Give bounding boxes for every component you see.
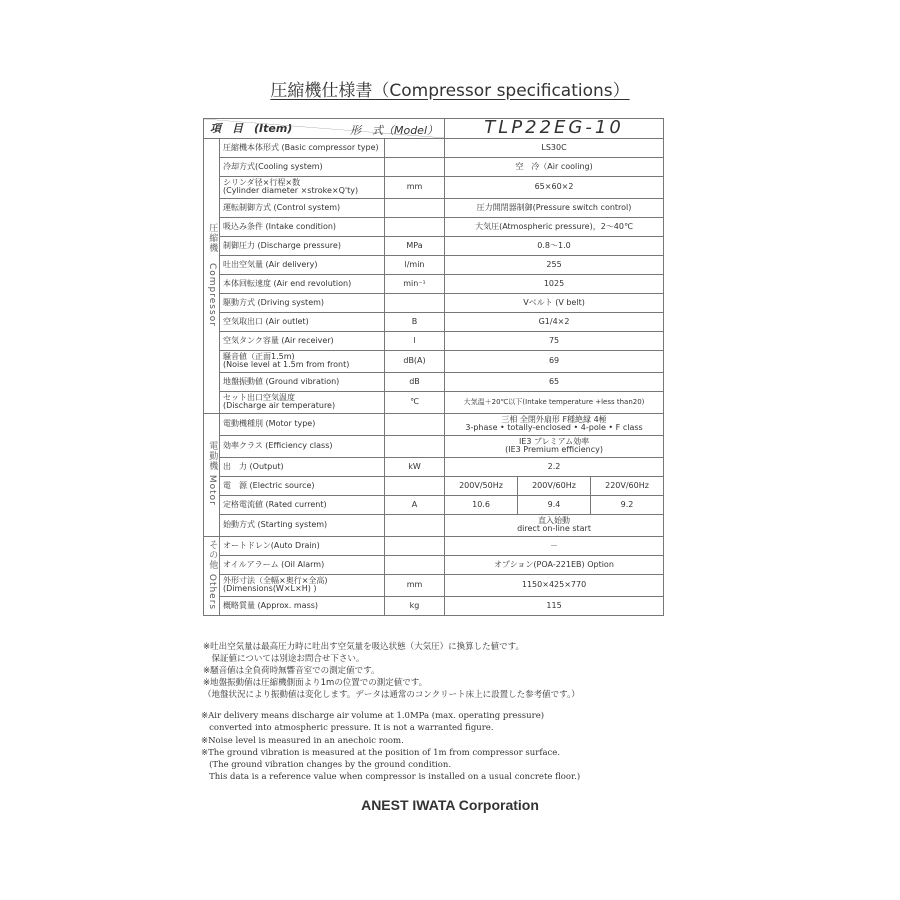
row-unit: dB(A)	[385, 350, 445, 372]
table-row	[204, 176, 664, 198]
row-value: 10.6	[445, 495, 518, 514]
row-value: G1/4×2	[445, 312, 664, 331]
table-row	[204, 413, 664, 435]
row-label: 外形寸法（全幅×奥行×全高) (Dimensions(W×L×H) )	[220, 574, 385, 596]
table-row	[204, 457, 664, 476]
row-value: 1025	[445, 274, 664, 293]
item-label: 項 目 (Item)	[210, 122, 293, 136]
row-unit: mm	[385, 176, 445, 198]
row-unit	[385, 536, 445, 555]
table-row	[204, 435, 664, 457]
group-others: その他 Others	[204, 536, 220, 615]
table-row	[204, 312, 664, 331]
note-line: ※Air delivery means discharge air volume at 1.0MPa (max. operating pressure)	[201, 711, 545, 721]
table-header-row	[204, 119, 664, 139]
row-unit: kg	[385, 596, 445, 615]
row-unit: mm	[385, 574, 445, 596]
row-value: 大気温＋20℃以下(Intake temperature +less than20)	[445, 391, 664, 413]
note-line: ※The ground vibration is measured at the position of 1m from compressor surface.	[201, 747, 561, 758]
row-value: －	[445, 536, 664, 555]
row-unit: A	[385, 495, 445, 514]
row-value: 9.4	[518, 495, 591, 514]
table-row	[204, 555, 664, 574]
row-label: 始動方式 (Starting system)	[220, 514, 385, 536]
row-value: 大気圧(Atmospheric pressure)，2～40℃	[445, 217, 664, 236]
note-line: converted into atmospheric pressure. It is not a warranted figure.	[201, 723, 494, 734]
row-label: セット出口空気温度 (Discharge air temperature)	[220, 391, 385, 413]
row-unit: B	[385, 312, 445, 331]
row-label: 定格電流値 (Rated current)	[220, 495, 385, 514]
table-row	[204, 495, 664, 514]
row-value: 三相 全閉外扇形 F種絶縁 4極 3-phase • totally-enclosed • 4-pole • F class	[445, 413, 664, 435]
group-motor: 電動機 Motor	[204, 413, 220, 536]
row-label: 効率クラス (Efficiency class)	[220, 435, 385, 457]
row-unit	[385, 198, 445, 217]
note-line: ※Noise level is measured in an anechoic room.	[201, 735, 404, 746]
row-value: LS30C	[445, 138, 664, 157]
row-label: 出 力 (Output)	[220, 457, 385, 476]
document-title: 圧縮機仕様書（Compressor specifications）	[270, 81, 630, 101]
row-label: 冷却方式(Cooling system)	[220, 157, 385, 176]
row-label: 空気取出口 (Air outlet)	[220, 312, 385, 331]
row-label: 地盤振動値 (Ground vibration)	[220, 372, 385, 391]
row-unit	[385, 157, 445, 176]
model-name: TLP22EG-10	[445, 119, 664, 139]
header-cell	[204, 119, 445, 139]
row-label: 吸込み条件 (Intake condition)	[220, 217, 385, 236]
row-value: 2.2	[445, 457, 664, 476]
row-value: 69	[445, 350, 664, 372]
row-value: 65	[445, 372, 664, 391]
model-label: 形 式（Model）	[349, 124, 439, 137]
row-unit: min⁻¹	[385, 274, 445, 293]
table-row	[204, 536, 664, 555]
notes-japanese	[203, 641, 580, 701]
row-label: 圧縮機本体形式 (Basic compressor type)	[220, 138, 385, 157]
row-unit	[385, 555, 445, 574]
row-value: 115	[445, 596, 664, 615]
row-unit: MPa	[385, 236, 445, 255]
table-row	[204, 255, 664, 274]
row-unit: l	[385, 331, 445, 350]
row-value: 空 冷（Air cooling)	[445, 157, 664, 176]
note-line: （地盤状況により振動値は変化します。データは通常のコンクリート床上に設置した参考値です。）	[203, 690, 580, 700]
row-value: IE3 プレミアム効率 (IE3 Premium efficiency)	[445, 435, 664, 457]
table-row	[204, 293, 664, 312]
row-unit	[385, 138, 445, 157]
row-label: 空気タンク容量 (Air receiver)	[220, 331, 385, 350]
notes-english	[201, 710, 580, 784]
row-value: Vベルト (V belt)	[445, 293, 664, 312]
row-label: 電動機種別 (Motor type)	[220, 413, 385, 435]
row-label: 概略質量 (Approx. mass)	[220, 596, 385, 615]
table-row	[204, 350, 664, 372]
row-label: 運転制御方式 (Control system)	[220, 198, 385, 217]
row-label: オートドレン(Auto Drain)	[220, 536, 385, 555]
row-value: 200V/50Hz	[445, 476, 518, 495]
row-unit: l/min	[385, 255, 445, 274]
table-row	[204, 157, 664, 176]
table-row	[204, 236, 664, 255]
row-value: 9.2	[591, 495, 664, 514]
row-unit	[385, 476, 445, 495]
table-row	[204, 574, 664, 596]
spec-table	[203, 118, 664, 616]
row-unit	[385, 217, 445, 236]
row-label: 本体回転速度 (Air end revolution)	[220, 274, 385, 293]
table-row	[204, 596, 664, 615]
row-value: 200V/60Hz	[518, 476, 591, 495]
row-value: 0.8～1.0	[445, 236, 664, 255]
row-unit	[385, 293, 445, 312]
row-value: 255	[445, 255, 664, 274]
row-value: 1150×425×770	[445, 574, 664, 596]
row-value: 220V/60Hz	[591, 476, 664, 495]
note-line: ※吐出空気量は最高圧力時に吐出す空気量を吸込状態（大気圧）に換算した値です。	[203, 642, 524, 652]
row-unit	[385, 413, 445, 435]
table-row	[204, 198, 664, 217]
row-label: 吐出空気量 (Air delivery)	[220, 255, 385, 274]
table-row	[204, 514, 664, 536]
row-value: 75	[445, 331, 664, 350]
table-row	[204, 217, 664, 236]
group-compressor: 圧縮機 Compressor	[204, 138, 220, 413]
row-value: 圧力開閉器制御(Pressure switch control)	[445, 198, 664, 217]
row-value: 65×60×2	[445, 176, 664, 198]
note-line: (The ground vibration changes by the ground condition.	[201, 760, 452, 771]
row-unit: dB	[385, 372, 445, 391]
row-unit: kW	[385, 457, 445, 476]
row-unit	[385, 435, 445, 457]
row-label: 駆動方式 (Driving system)	[220, 293, 385, 312]
table-row	[204, 476, 664, 495]
table-row	[204, 391, 664, 413]
note-line: ※地盤振動値は圧縮機側面より1mの位置での測定値です。	[203, 678, 428, 688]
row-unit: ℃	[385, 391, 445, 413]
row-label: 電 源 (Electric source)	[220, 476, 385, 495]
row-label: オイルアラーム (Oil Alarm)	[220, 555, 385, 574]
row-value: オプション(POA-221EB) Option	[445, 555, 664, 574]
row-value: 直入始動 direct on-line start	[445, 514, 664, 536]
table-row	[204, 274, 664, 293]
row-unit	[385, 514, 445, 536]
note-line: This data is a reference value when compressor is installed on a usual concrete floor.)	[201, 772, 581, 783]
table-row	[204, 331, 664, 350]
note-line: ※騒音値は全負荷時無響音室での測定値です。	[203, 666, 380, 676]
corporation-name: ANEST IWATA Corporation	[361, 797, 539, 813]
row-label: 制御圧力 (Discharge pressure)	[220, 236, 385, 255]
row-label: 騒音値（正面1.5m) (Noise level at 1.5m from front)	[220, 350, 385, 372]
table-row	[204, 138, 664, 157]
table-row	[204, 372, 664, 391]
note-line: 保証値については別途お問合せ下さい。	[203, 654, 365, 664]
row-label: シリンダ径×行程×数 (Cylinder diameter ×stroke×Q'ty)	[220, 176, 385, 198]
